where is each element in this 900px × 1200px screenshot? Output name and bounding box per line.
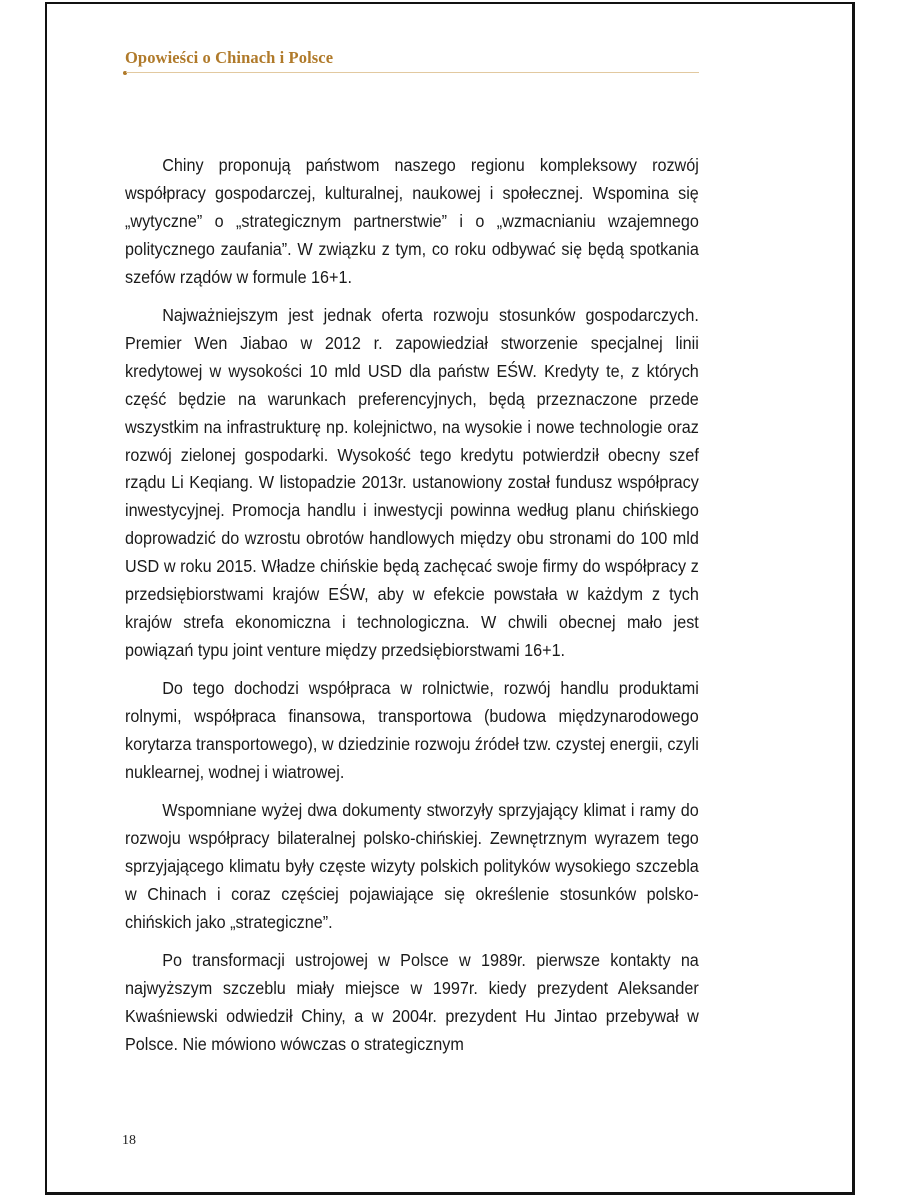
paragraph: Wspomniane wyżej dwa dokumenty stworzyły sprzyjający klimat i ramy do rozwoju współpracy bilateralnej polsko-chińskiej. Zewnętrznym wyrazem tego sprzyjającego klimatu były częste wizyty polskich polityków wysokiego szczebla w Chinach i coraz częściej pojawiające się określenie stosunków polsko-chińskich jako „strategiczne”. [125,800,699,933]
header-rule [126,72,699,73]
paragraph: Po transformacji ustrojowej w Polsce w 1989r. pierwsze kontakty na najwyższym szczeblu miały miejsce w 1997r. kiedy prezydent Aleksander Kwaśniewski odwiedził Chiny, a w 2004r. prezydent Hu Jintao przebywał w Polsce. Nie mówiono wówczas o strategicznym [125,950,699,1055]
page-number: 18 [122,1133,136,1148]
paragraph: Do tego dochodzi współpraca w rolnictwie, rozwój handlu produktami rolnymi, współpraca finansowa, transportowa (budowa międzynarodowego korytarza transportowego), w dziedzinie rozwoju źródeł tzw. czystej energii, czyli nuklearnej, wodnej i wiatrowej. [125,678,699,783]
running-header-title: Opowieści o Chinach i Polsce [125,48,334,67]
paragraph: Chiny proponują państwom naszego regionu kompleksowy rozwój współpracy gospodarczej, kulturalnej, naukowej i społecznej. Wspomina się „wytyczne” o „strategicznym partnerstwie” i o „wzmacnianiu wzajemnego politycznego zaufania”. W związku z tym, co roku odbywać się będą spotkania szefów rządów w formule 16+1. [125,155,699,287]
body-text [125,152,699,1070]
paragraph: Najważniejszym jest jednak oferta rozwoju stosunków gospodarczych. Premier Wen Jiabao w 2012 r. zapowiedział stworzenie specjalnej linii kredytowej w wysokości 10 mld USD dla państw EŚW. Kredyty te, z których część będzie na warunkach preferencyjnych, będą przeznaczone przede wszystkim na infrastrukturę np. kolejnictwo, na wysokie i nowe technologie oraz rozwój zielonej gospodarki. Wysokość tego kredytu potwierdził obecny szef rządu Li Keqiang. W listopadzie 2013r. ustanowiony został fundusz współpracy inwestycyjnej. Promocja handlu i inwestycji powinna według planu chińskiego doprowadzić do wzrostu obrotów handlowych między obu stronami do 100 mld USD w roku 2015. Władze chińskie będą zachęcać swoje firmy do współpracy z przedsiębiorstwami krajów EŚW, aby w efekcie powstała w każdym z tych krajów strefa ekonomiczna i technologiczna. W chwili obecnej mało jest powiązań typu joint venture między przedsiębiorstwami 16+1. [125,305,699,660]
